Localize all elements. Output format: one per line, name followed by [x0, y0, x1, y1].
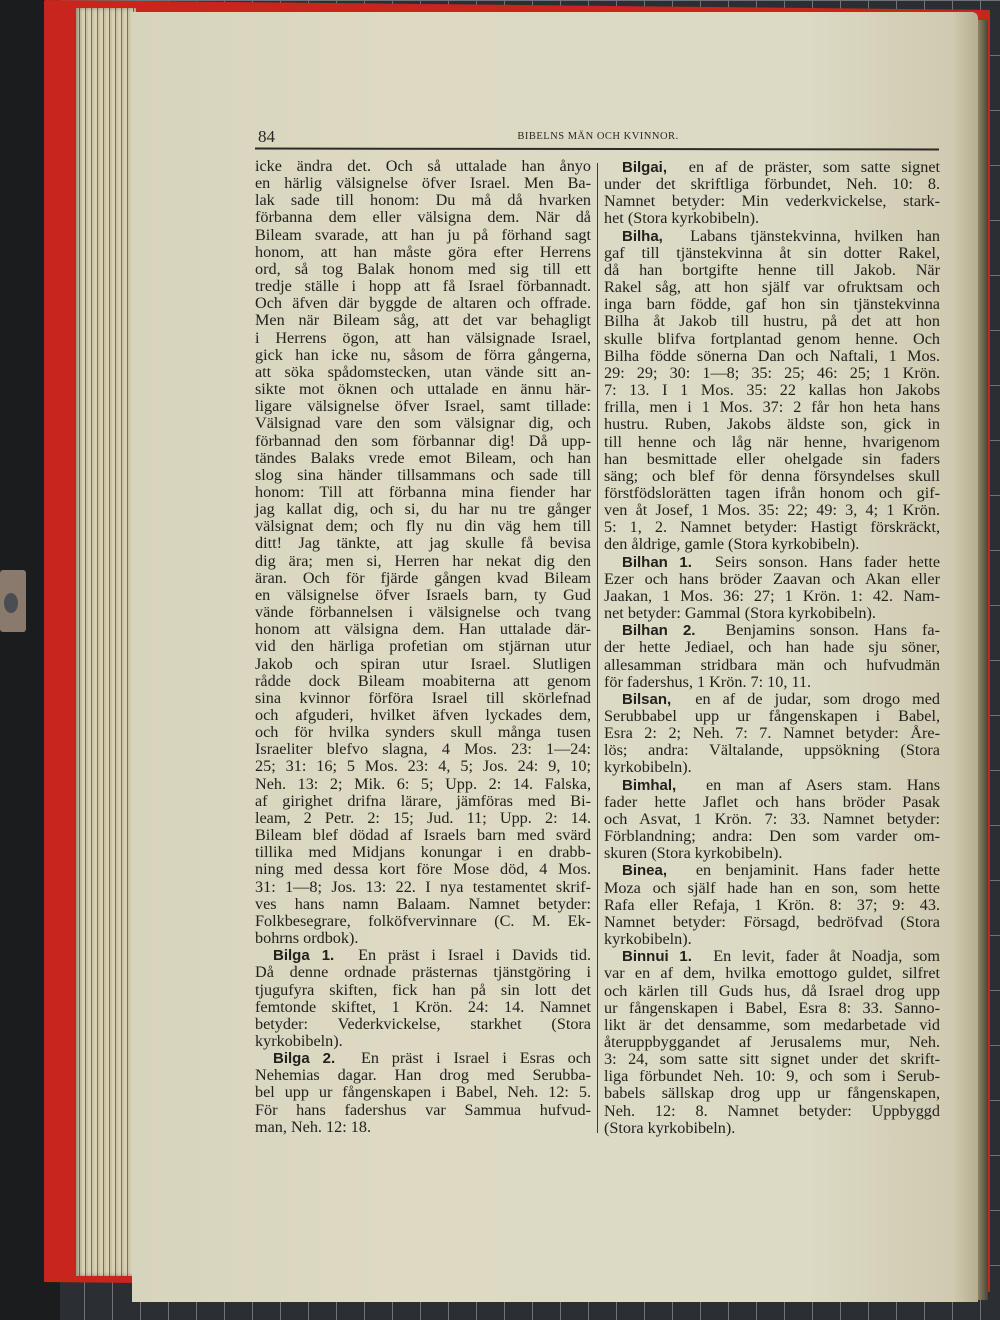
entry-text-line: 7: 13. I 1 Mos. 35: 22 kallas hon Jakobs	[604, 381, 940, 400]
entry-text-line: Bilha födde sönerna Dan och Naftali, 1 Mos.	[604, 346, 940, 365]
entry-text-line: Namnet betyder: Min vederkvickelse, stark-	[604, 192, 940, 211]
dictionary-entry-first-line	[255, 947, 591, 964]
entry-text-line: kyrkobibeln).	[604, 930, 692, 949]
continued-text-line: Israeliter blefvo slagna, 4 Mos. 23: 1—24:	[255, 740, 591, 759]
continued-text-line: i Herrens ögon, att han välsignade Israel,	[255, 328, 591, 347]
continued-text-line: äran. Och för fjärde gången kvad Bileam	[255, 568, 591, 587]
entry-text-line: betyder: Vederkvickelse, starkhet (Stora	[255, 1014, 591, 1033]
entry-text-line: kyrkobibeln).	[604, 758, 692, 777]
entry-text-line: net betyder: Gammal (Stora kyrkobibeln).	[604, 604, 876, 623]
entry-headword: Bilsan,	[622, 690, 672, 708]
continued-text-line: vid den härliga profetian om stjärnan utur	[255, 637, 591, 656]
entry-text-line: gaf till tjänstekvinna åt sin dotter Rakel,	[604, 243, 940, 262]
continued-text-line: Men när Bileam såg, att det var behagligt	[255, 311, 591, 330]
dictionary-entry-first-line	[604, 159, 940, 176]
entry-text-line: der hette Jediael, och han hade sju söner,	[604, 638, 940, 657]
entry-text-line: Esra 2: 2; Neh. 7: 7. Namnet betyder: Åre-	[604, 724, 940, 743]
continued-text-line: tändes Balaks vrede emot Bileam, och han	[255, 448, 591, 467]
entry-text-line: han besmittade eller ohelgade sin faders	[604, 449, 940, 468]
entry-text-line: man, Neh. 12: 18.	[255, 1117, 371, 1136]
continued-text-line: Välsignad vare den som välsignar dig, och	[255, 414, 591, 433]
continued-text-line: ning med dessa kort före Mose död, 4 Mos.	[255, 860, 591, 879]
dictionary-entry-first-line	[604, 228, 940, 245]
entry-text-line: babels sällskap drog upp ur fångenskapen,	[604, 1084, 940, 1103]
entry-text-line: tjugufyra skiften, fick han på sin lott det	[255, 980, 591, 999]
entry-text: Seirs sonson. Hans fader hette	[714, 552, 940, 571]
entry-text-line: säng; och blef för denna försyndelses skull	[604, 466, 940, 485]
entry-text-line: och kärlen till Guds hus, då Israel drog upp	[604, 981, 940, 1000]
page-gutter-shadow	[978, 20, 988, 1300]
entry-text-line: Bilha åt Jakob till hustru, på det att hon	[604, 312, 940, 331]
entry-text-line: skulle blifva fortplantad genom henne. Och	[604, 329, 940, 348]
dictionary-entry-first-line	[604, 862, 940, 879]
entry-text: En präst i Israel i Esras och	[360, 1049, 592, 1068]
entry-headword: Bilgai,	[622, 159, 668, 176]
entry-text-line: Ezer och hans bröder Zaavan och Akan eller	[604, 569, 940, 588]
entry-text-line: Serubbabel upp ur fångenskapen i Babel,	[604, 707, 940, 725]
continued-text-line: tredje ställe i hopp att få Israel förbannadt.	[255, 277, 591, 296]
entry-text: en man af Asers stam. Hans	[705, 775, 940, 794]
entry-text-line: till henne och låg när henne, hvarigenom	[604, 432, 940, 451]
entry-text-line: skuren (Stora kyrkobibeln).	[604, 844, 783, 863]
continued-text-line: att söka spådomstecken, utan vände sitt an-	[255, 362, 591, 381]
entry-text: Labans tjänstekvinna, hvilken han	[690, 226, 940, 245]
entry-text-line: förstfödslorätten tagen ifrån honom och gif-	[604, 483, 940, 502]
entry-text: En levit, fader åt Noadja, som	[713, 947, 940, 966]
entry-text-line: Rakel såg, att hon själf var ofruktsam och	[604, 278, 940, 297]
entry-text-line: allesamman stridbara män och hufvudmän	[604, 655, 940, 674]
dictionary-entry-first-line	[604, 777, 940, 794]
entry-text-line: kyrkobibeln).	[255, 1031, 343, 1050]
entry-text-line: Namnet betyder: Försagd, bedröfvad (Stora	[604, 912, 940, 931]
continued-text-line: icke ändra det. Och så uttalade han ånyo	[255, 157, 591, 175]
entry-text-line: frilla, men i 1 Mos. 37: 2 får hon heta hans	[604, 398, 940, 417]
entry-text: Benjamins sonson. Hans fa-	[725, 621, 941, 640]
entry-text-line: Rafa eller Refaja, 1 Krön. 8: 37; 9: 43.	[604, 895, 940, 914]
entry-headword: Bilga 1.	[273, 947, 335, 965]
continued-text-line: välsignat dem; och fly nu din väg hem till	[255, 517, 591, 536]
entry-text-line: het (Stora kyrkobibeln).	[604, 209, 760, 228]
entry-text-line: hustru. Ruben, Jakobs äldste son, gick in	[604, 415, 940, 434]
continued-text-line: Bileam blef dödad af Israels barn med svärd	[255, 826, 591, 845]
continued-text-line: sina kvinnor förföra Israel till skörlefnad	[255, 688, 591, 707]
continued-text-line: ditt! Jag tänkte, att jag skulle få bevisa	[255, 534, 591, 553]
entry-text-line: Förblandning; andra: Den som varder om-	[604, 827, 940, 846]
entry-text-line: Neh. 12: 8. Namnet betyder: Uppbyggd	[604, 1101, 940, 1120]
entry-text: en af de präster, som satte signet	[688, 158, 941, 176]
dictionary-entry-first-line	[604, 948, 940, 965]
entry-text: en af de judar, som drogo med	[695, 689, 941, 708]
entry-text-line: den åldrige, gamle (Stora kyrkobibeln).	[604, 535, 860, 554]
entry-text-line: 3: 24, som satte sitt signet under det skrift-	[604, 1050, 940, 1069]
continued-text-line: Bileam svarade, att han ju på förhand sagt	[255, 225, 591, 244]
page-stack-edges	[76, 8, 136, 1276]
entry-headword: Binnui 1.	[622, 948, 692, 966]
dictionary-entry-first-line	[604, 554, 940, 571]
continued-text-line: rådde dock Bileam moabiterna att genom	[255, 671, 591, 690]
entry-headword: Bilhan 1.	[622, 553, 692, 571]
continued-text-line: tillika med Midjans konungar i en drabb-	[255, 843, 591, 862]
continued-text-line: sikte mot öknen och uttalade en ännu här-	[255, 380, 591, 399]
continued-text-line: en härlig välsignelse öfver Israel. Men Ba-	[255, 174, 591, 193]
continued-text-line: Folkbesegrare, folköfvervinnare (C. M. Ek-	[255, 911, 591, 930]
continued-text-line: jag kallat dig, och si, du har nu tre gånger	[255, 500, 591, 519]
continued-text-line: lak sade till honom: Du må då hvarken	[255, 191, 591, 210]
continued-text-line: och för hvilka synders skull många tusen	[255, 723, 591, 742]
dictionary-entry-first-line	[604, 691, 940, 708]
continued-text-line: förbanna dem eller välsigna dem. När då	[255, 208, 591, 227]
entry-text-line: Jaakan, 1 Mos. 36: 27; 1 Krön. 1: 42. Nam-	[604, 586, 940, 605]
continued-text-line: bohrns ordbok).	[255, 929, 359, 948]
continued-text-line: vände förbannelsen i välsignelse och tvang	[255, 603, 591, 622]
continued-text-line: gick han icke nu, såsom de förra gångerna,	[255, 345, 591, 364]
entry-text-line: ur fångenskapen i Babel, Esra 8: 33. Sanno-	[604, 998, 940, 1017]
entry-text-line: 29: 29; 30: 1—8; 35: 25; 46: 25; 1 Krön.	[604, 363, 940, 382]
entry-text-line: bel upp ur fångenskapen i Babel, Neh. 12: 5.	[255, 1083, 591, 1102]
entry-headword: Bilha,	[622, 227, 663, 245]
dictionary-entry-first-line	[604, 622, 940, 639]
entry-text-line: Moza och själf hade han en son, som hette	[604, 878, 940, 897]
entry-text-line: lös; andra: Vältalande, uppsökning (Stora	[604, 741, 940, 760]
clamp-screw-icon	[4, 593, 18, 613]
continued-text-line: honom: Till att förbanna mina fiender har	[255, 482, 591, 501]
continued-text-line: och afguderi, hvilket äfven lyckades dem,	[255, 706, 591, 724]
entry-text-line: ven åt Josef, 1 Mos. 35: 22; 49: 3, 4; 1 Krön.	[604, 501, 940, 520]
continued-text-line: 31: 1—8; Jos. 13: 22. I nya testamentet skrif-	[255, 877, 591, 896]
page-number: 84	[258, 127, 275, 146]
column-divider	[597, 163, 598, 1133]
dictionary-entry-first-line	[255, 1050, 591, 1067]
entry-headword: Bilhan 2.	[622, 622, 696, 640]
entry-text-line: femtonde skiftet, 1 Krön. 24: 14. Namnet	[255, 997, 591, 1016]
entry-text-line: inga barn födde, gaf hon sin tjänstekvinna	[604, 295, 940, 314]
entry-text-line: likt är det densamme, som medarbetade vid	[604, 1015, 940, 1034]
entry-text: en benjaminit. Hans fader hette	[695, 861, 941, 880]
entry-text-line: För hans fadershus var Sammua hufvud-	[255, 1100, 591, 1119]
continued-text-line: 25; 31: 16; 5 Mos. 23: 4, 5; Jos. 24: 9, 10;	[255, 757, 591, 776]
continued-text-line: en välsignelse öfver Israels barn, ty Gud	[255, 585, 591, 604]
entry-headword: Bilga 2.	[273, 1050, 336, 1068]
continued-text-line: leam, 2 Petr. 2: 15; Jud. 11; Upp. 2: 14.	[255, 808, 591, 827]
entry-text-line: återuppbyggandet af Jerusalems mur, Neh.	[604, 1032, 940, 1051]
continued-text-line: Neh. 13: 2; Mik. 6: 5; Upp. 2: 14. Falska,	[255, 774, 591, 793]
continued-text-line: af girighet drifna lärare, jämföras med Bi-	[255, 791, 591, 810]
entry-text-line: (Stora kyrkobibeln).	[604, 1118, 736, 1137]
entry-headword: Bimhal,	[622, 776, 677, 794]
continued-text-line: honom att välsigna dem. Han uttalade där-	[255, 620, 591, 639]
continued-text-line: ord, så tog Balak honom med sig till ett	[255, 259, 591, 278]
continued-text-line: Jakob och spiran utur Israel. Slutligen	[255, 654, 591, 673]
continued-text-line: slog sina händer tillsammans och sade till	[255, 465, 591, 484]
entry-text: En präst i Israel i Davids tid.	[358, 946, 591, 965]
left-column	[255, 158, 591, 1136]
continued-text-line: ligare välsignelse öfver Israel, samt tillade:	[255, 397, 591, 416]
continued-text-line: dig ära; men si, Herren har nekat dig den	[255, 551, 591, 570]
entry-text-line: under det skriftliga förbundet, Neh. 10: 8.	[604, 175, 940, 194]
continued-text-line: förbannad den som förbannar dig! Då upp-	[255, 431, 591, 450]
entry-text-line: var en af dem, hvilka emottogo guldet, silfret	[604, 964, 940, 983]
entry-text-line: Då denne ordnade prästernas tjänstgöring i	[255, 963, 591, 982]
continued-text-line: Och äfven där byggde de altaren och offrade.	[255, 294, 591, 313]
entry-text-line: fader hette Jaflet och hans bröder Pasak	[604, 792, 940, 811]
entry-text-line: Nehemias dagar. Han drog med Serubba-	[255, 1066, 591, 1085]
running-title: BIBELNS MÄN OCH KVINNOR.	[517, 131, 679, 142]
entry-text-line: då han bortgifte henne till Jakob. När	[604, 260, 940, 279]
entry-text-line: liga förbundet Neh. 10: 9, och som i Serub-	[604, 1067, 940, 1086]
entry-text-line: och Asvat, 1 Krön. 7: 33. Namnet betyder:	[604, 809, 940, 828]
entry-text-line: för fadershus, 1 Krön. 7: 10, 11.	[604, 672, 812, 691]
entry-headword: Binea,	[622, 862, 668, 880]
entry-text-line: 5: 1, 2. Namnet betyder: Hastigt förskräckt,	[604, 518, 940, 537]
right-column	[604, 159, 940, 1137]
continued-text-line: ves hans namn Balaam. Namnet betyder:	[255, 894, 591, 913]
continued-text-line: honom, att han måste göra efter Herrens	[255, 242, 591, 261]
